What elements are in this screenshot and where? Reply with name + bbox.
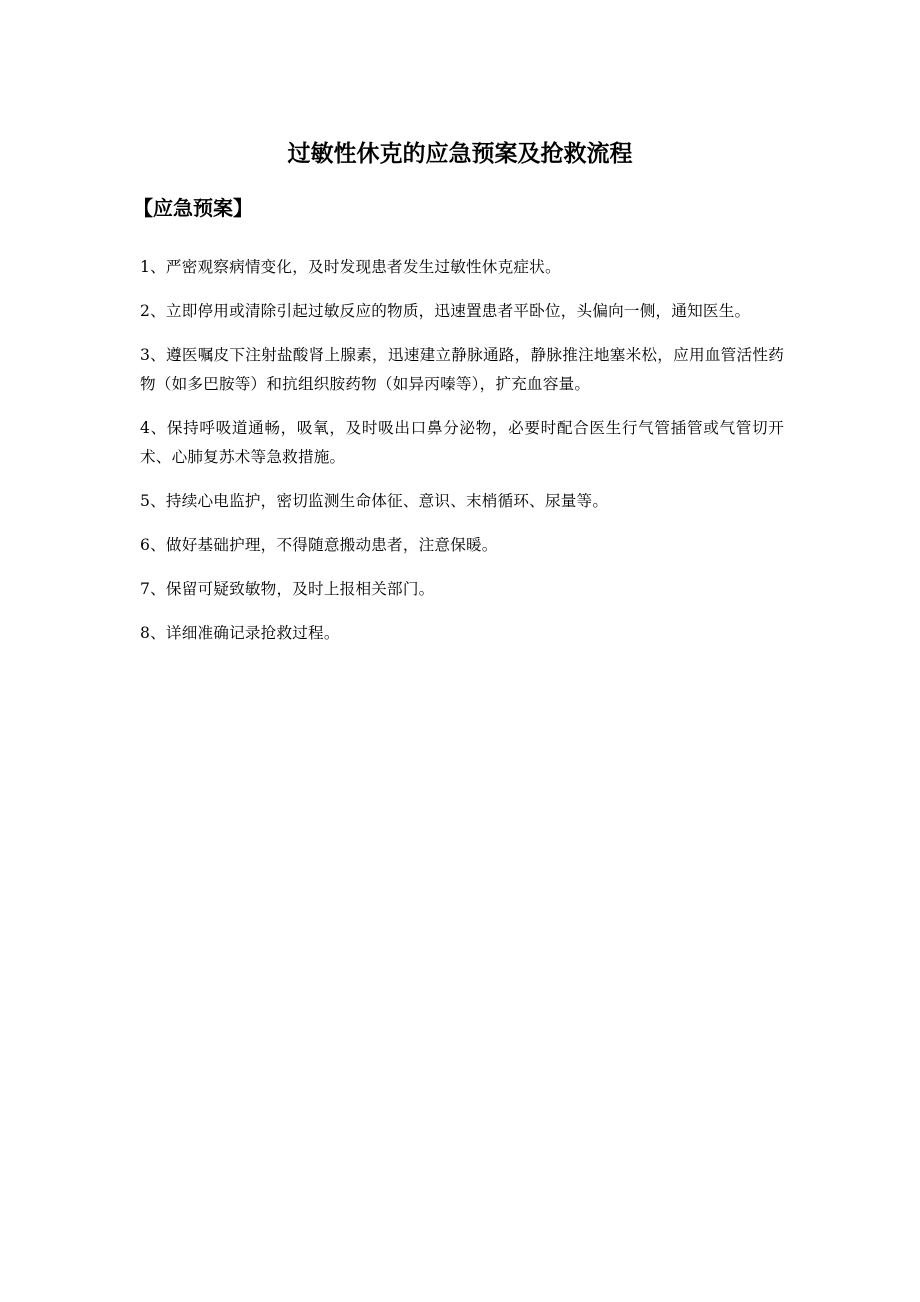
list-item: 4、保持呼吸道通畅，吸氧，及时吸出口鼻分泌物，必要时配合医生行气管插管或气管切开术、心肺复苏术等急救措施。 — [140, 419, 784, 466]
emergency-plan-list — [140, 253, 784, 663]
list-item: 1、严密观察病情变化，及时发现患者发生过敏性休克症状。 — [140, 258, 561, 276]
list-item: 3、遵医嘱皮下注射盐酸肾上腺素，迅速建立静脉通路，静脉推注地塞米松，应用血管活性药物（如多巴胺等）和抗组织胺药物（如异丙嗪等），扩充血容量。 — [140, 346, 784, 393]
list-item: 6、做好基础护理，不得随意搬动患者，注意保暖。 — [140, 536, 498, 554]
list-item: 7、保留可疑致敏物，及时上报相关部门。 — [140, 580, 435, 598]
list-item: 5、持续心电监护，密切监测生命体征、意识、末梢循环、尿量等。 — [140, 492, 609, 510]
list-item: 8、详细准确记录抢救过程。 — [140, 624, 340, 642]
section-heading-emergency-plan: 【应急预案】 — [133, 196, 253, 220]
document-title: 过敏性休克的应急预案及抢救流程 — [287, 141, 633, 167]
list-item: 2、立即停用或清除引起过敏反应的物质，迅速置患者平卧位，头偏向一侧，通知医生。 — [140, 302, 751, 320]
